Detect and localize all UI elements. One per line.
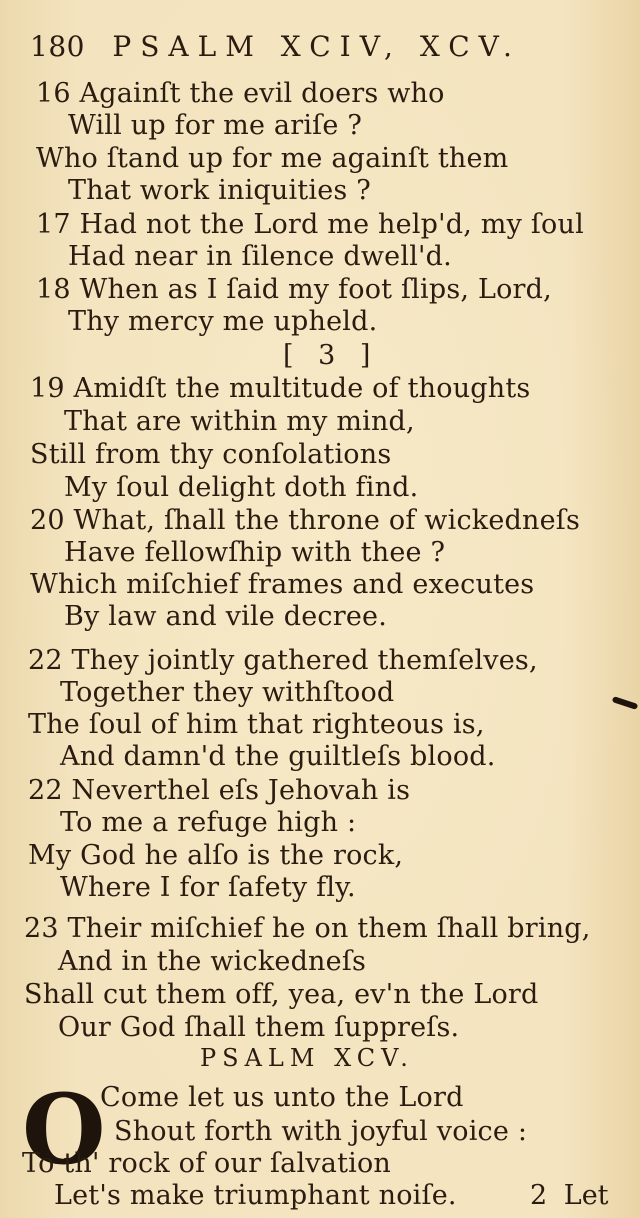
verse-line: Will up for me ariſe ? bbox=[68, 110, 362, 141]
verse-line: Together they withſtood bbox=[60, 677, 395, 708]
verse-line: Let's make triumphant noiſe. bbox=[54, 1180, 457, 1211]
page-title: PSALM XCIV, XCV. bbox=[112, 30, 521, 63]
verse-line: 17 Had not the Lord me help'd, my ſoul bbox=[36, 209, 584, 240]
verse-line: My God he alſo is the rock, bbox=[28, 840, 404, 871]
catchword: 2 Let bbox=[530, 1180, 609, 1211]
verse-line: Thy mercy me upheld. bbox=[68, 306, 378, 337]
ink-mark bbox=[612, 696, 639, 710]
verse-line: 22 They jointly gathered themſelves, bbox=[28, 645, 538, 676]
verse-line: And in the wickedneſs bbox=[58, 946, 367, 977]
verse-line: Which miſchief frames and executes bbox=[30, 569, 535, 600]
verse-line: Still from thy conſolations bbox=[30, 439, 392, 470]
verse-line: Shall cut them off, yea, ev'n the Lord bbox=[24, 979, 539, 1010]
verse-line: Our God ſhall them ſuppreſs. bbox=[58, 1012, 460, 1043]
verse-line: Shout forth with joyful voice : bbox=[114, 1116, 528, 1147]
running-header bbox=[30, 30, 521, 63]
drop-cap: O bbox=[22, 1073, 106, 1186]
page-number: 180 bbox=[30, 30, 85, 63]
verse-line: Have fellowſhip with thee ? bbox=[64, 537, 446, 568]
verse-line: And damn'd the guiltleſs blood. bbox=[60, 741, 496, 772]
verse-line: 20 What, ſhall the throne of wickedneſs bbox=[30, 505, 581, 536]
verse-line: To th' rock of our ſalvation bbox=[22, 1148, 391, 1179]
verse-line: 19 Amidſt the multitude of thoughts bbox=[30, 373, 531, 404]
verse-line: That are within my mind, bbox=[64, 406, 415, 437]
verse-line: 18 When as I ſaid my foot ſlips, Lord, bbox=[36, 274, 552, 305]
verse-line: 16 Againſt the evil doers who bbox=[36, 78, 445, 109]
verse-line: By law and vile decree. bbox=[64, 601, 387, 632]
verse-line: Who ſtand up for me againſt them bbox=[36, 143, 509, 174]
verse-line: Where I for ſafety fly. bbox=[60, 872, 356, 903]
section-marker: [ 3 ] bbox=[283, 340, 379, 371]
verse-line: The ſoul of him that righteous is, bbox=[28, 709, 485, 740]
verse-line: To me a refuge high : bbox=[60, 807, 357, 838]
verse-line: Come let us unto the Lord bbox=[100, 1082, 464, 1113]
psalm-heading: PSALM XCV. bbox=[200, 1044, 414, 1072]
verse-line: My ſoul delight doth find. bbox=[64, 472, 419, 503]
verse-line: 22 Neverthel eſs Jehovah is bbox=[28, 775, 411, 806]
verse-line: Had near in ſilence dwell'd. bbox=[68, 241, 452, 272]
verse-line: 23 Their miſchief he on them ſhall bring, bbox=[24, 913, 591, 944]
verse-line: That work iniquities ? bbox=[68, 175, 371, 206]
